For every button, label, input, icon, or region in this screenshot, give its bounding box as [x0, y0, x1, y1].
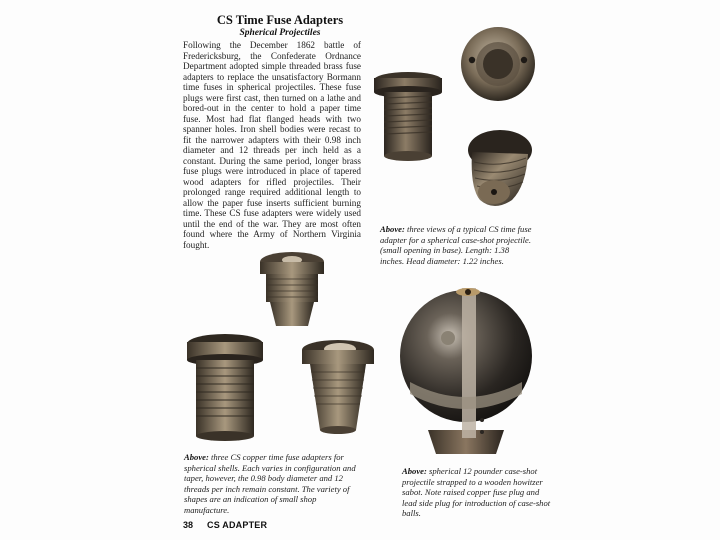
- article-title: CS Time Fuse Adapters: [216, 13, 344, 27]
- section-label: CS ADAPTER: [207, 520, 268, 530]
- caption-lead: Above:: [184, 452, 209, 462]
- top-right-caption: [380, 224, 532, 266]
- article-subtitle: Spherical Projectiles: [239, 28, 321, 38]
- caption-lead: Above:: [402, 466, 427, 476]
- page-number: 38: [183, 520, 194, 530]
- article-body: Following the December 1862 battle of Fredericksburg, the Confederate Ordnance Department adopted simple threaded brass fuse adapters to replace the unsatisfactory Bormann time fuses in spherical projectiles. These fuse plugs were first cast, then turned on a lathe and bored-out in the center to hold a paper time fuse. Most had flat flanged heads with two spanner holes. Iron shell bodies were recast to fit the narrower adapters with their 0.98 inch diameter and 12 threads per inch held as a constant. During the same period, longer brass fuse plugs were introduced in place of tapered wood adapters for rifled projectiles. Their prolonged range required additional length to allow the paper fuse inserts sufficient burning time. These CS fuse adapters were widely used until the end of the war. They are most often found where the Army of Northern Virginia fought.: [183, 40, 361, 250]
- bottom-right-caption: [402, 466, 552, 519]
- spherical-shell-photo: [398, 262, 534, 458]
- fuse-adapter-side-photo: [368, 66, 448, 166]
- caption-lead: Above:: [380, 224, 405, 234]
- adapter-right-photo: [298, 338, 378, 438]
- adapter-left-photo: [180, 330, 270, 442]
- fuse-adapter-base-photo: [450, 128, 540, 218]
- adapter-tall-photo: [252, 250, 332, 330]
- caption-text: spherical 12 pounder case-shot projectile strapped to a wooden howitzer sabot. Note raised copper fuse plug and lead side plug for introduction of case-shot balls.: [402, 466, 551, 519]
- caption-text: three CS copper time fuse adapters for spherical shells. Each varies in configuration and taper, however, the 0.98 body diameter and 12 threads per inch remain constant. The variety of shapes are an indication of small shop manufacture.: [184, 452, 356, 515]
- bottom-left-caption: [184, 452, 360, 516]
- caption-text: three views of a typical CS time fuse adapter for a spherical case-shot projectile. (small opening in base). Length: 1.38 inches. Head diameter: 1.22 inches.: [380, 224, 532, 266]
- fuse-adapter-top-photo: [458, 24, 538, 104]
